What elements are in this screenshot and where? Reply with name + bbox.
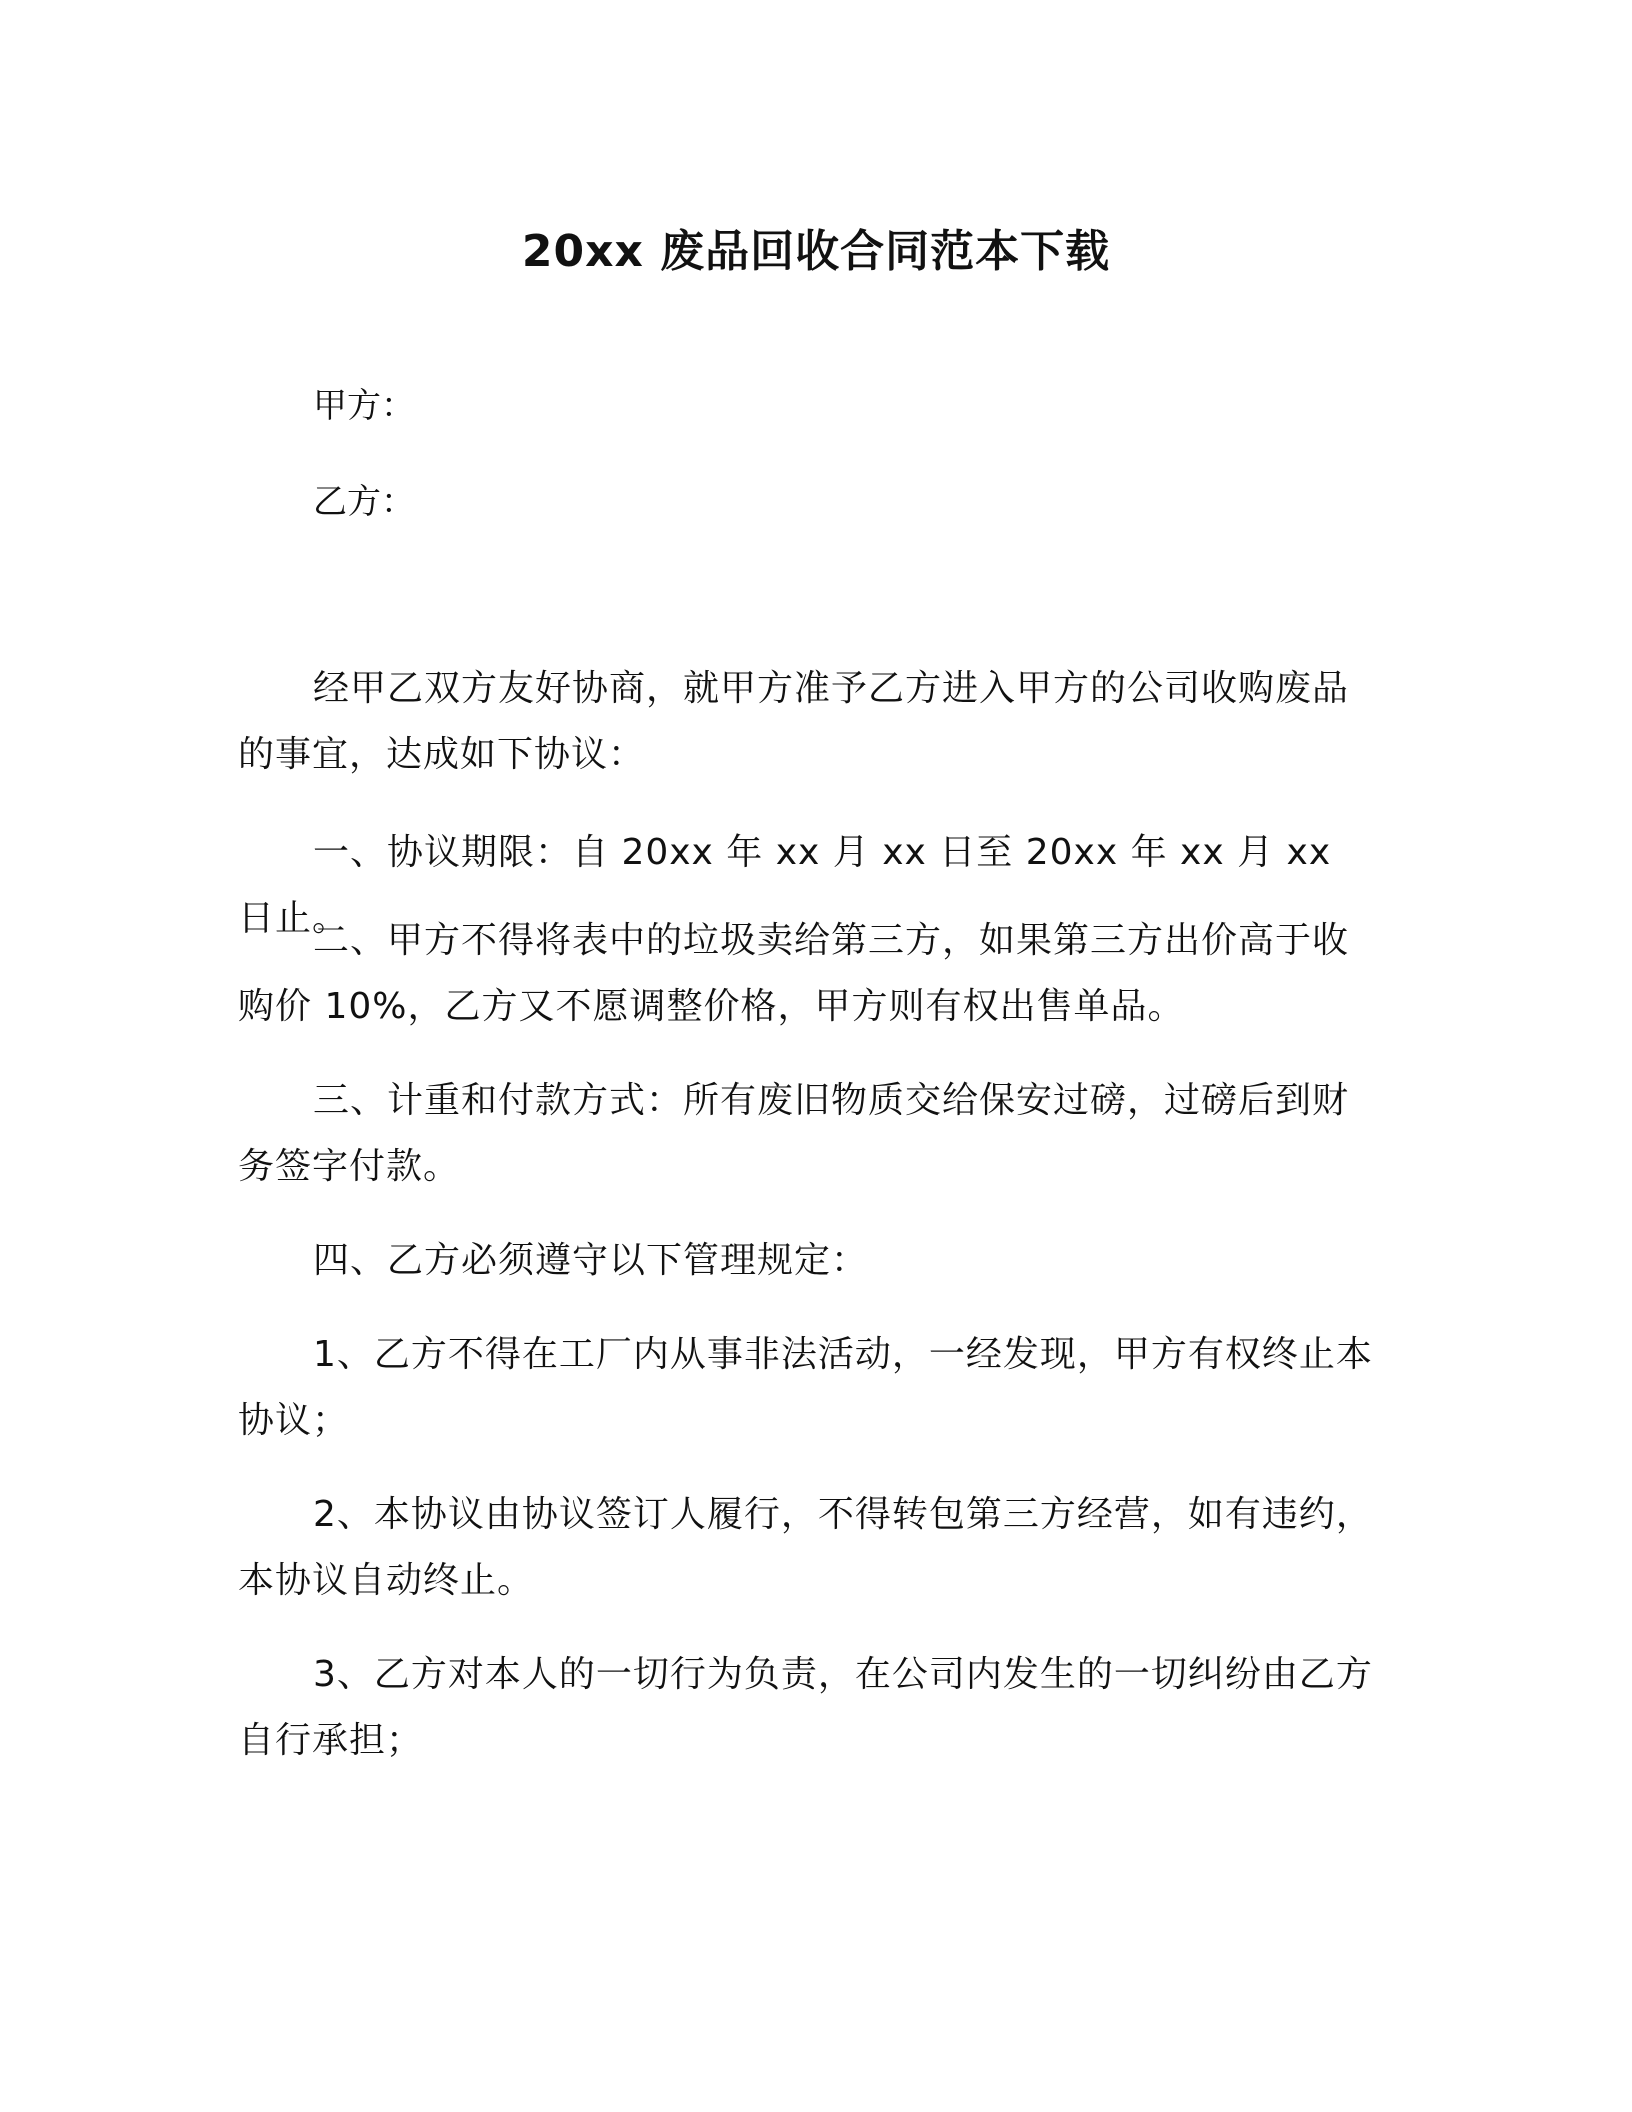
party-a-label: 甲方： (313, 386, 415, 426)
clause-1-term: 一、协议期限：自 20xx 年 xx 月 xx 日至 20xx 年 xx 月 xx 日止。 (238, 832, 1332, 939)
party-b-label: 乙方： (313, 482, 415, 522)
rule-1-item: 1、乙方不得在工厂内从事非法活动，一经发现，甲方有权终止本协议； (238, 1334, 1373, 1441)
intro-paragraph: 经甲乙双方友好协商，就甲方准予乙方进入甲方的公司收购废品的事宜，达成如下协议： (238, 668, 1350, 775)
rule-3-item: 3、乙方对本人的一切行为负责，在公司内发生的一切纠纷由乙方自行承担； (238, 1654, 1373, 1761)
clause-4-rules: 四、乙方必须遵守以下管理规定： (313, 1240, 869, 1281)
rule-2-item: 2、本协议由协议签订人履行，不得转包第三方经营，如有违约，本协议自动终止。 (238, 1494, 1373, 1601)
document-title: 20xx 废品回收合同范本下载 (521, 226, 1111, 277)
clause-2-resale: 二、甲方不得将表中的垃圾卖给第三方，如果第三方出价高于收购价 10%，乙方又不愿调整价格，甲方则有权出售单品。 (238, 920, 1350, 1027)
clause-3-payment: 三、计重和付款方式：所有废旧物质交给保安过磅，过磅后到财务签字付款。 (238, 1080, 1350, 1187)
